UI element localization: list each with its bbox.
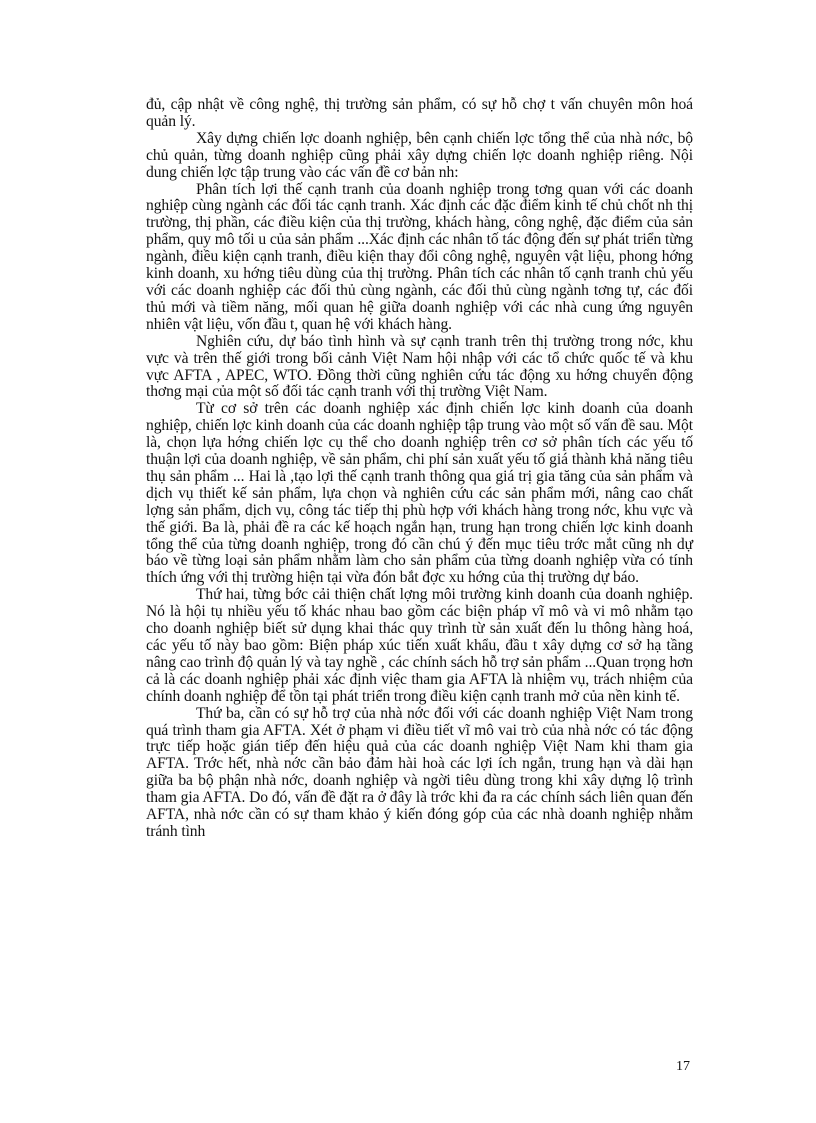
body-text	[146, 97, 693, 841]
paragraph-continuation: đủ, cập nhật về công nghệ, thị trường sản phẩm, có sự hỗ chợ t vấn chuyên môn hoá quản lý.	[146, 96, 693, 130]
paragraph-third-point: Thứ ba, cần có sự hỗ trợ của nhà nớc đối với các doanh nghiệp Việt Nam trong quá trình tham gia AFTA. Xét ở phạm vi điều tiết vĩ mô vai trò của nhà nớc có tác động trực tiếp hoặc gián tiếp đến hiệu quả của các doanh nghiệp Việt Nam khi tham gia AFTA. Trớc hết, nhà nớc cần bảo đảm hài hoà các lợi ích ngắn, trung hạn và dài hạn giữa ba bộ phận nhà nớc, doanh nghiệp và ngời tiêu dùng trong khi xây dựng lộ trình tham gia AFTA. Do đó, vấn đề đặt ra ở đây là trớc khi đa ra các chính sách liên quan đến AFTA, nhà nớc cần có sự tham khảo ý kiến đóng góp của các nhà doanh nghiệp nhằm tránh tình	[146, 704, 693, 840]
paragraph-strategy: Xây dựng chiến lợc doanh nghiệp, bên cạnh chiến lợc tổng thể của nhà nớc, bộ chủ quản, từng doanh nghiệp cũng phải xây dựng chiến lợc doanh nghiệp riêng. Nội dung chiến lợc tập trung vào các vấn đề cơ bản nh:	[146, 129, 693, 181]
page-number: 17	[676, 1059, 690, 1074]
paragraph-market-research: Nghiên cứu, dự báo tình hình và sự cạnh tranh trên thị trường trong nớc, khu vực và trên thế giới trong bối cảnh Việt Nam hội nhập với các tổ chức quốc tế và khu vực AFTA , APEC, WTO. Đồng thời cũng nghiên cứu tác động xu hớng chuyển động thơng mại của một số đối tác cạnh tranh với thị trường Việt Nam.	[146, 332, 693, 401]
paragraph-competitive-analysis: Phân tích lợi thế cạnh tranh của doanh nghiệp trong tơng quan với các doanh nghiệp cùng ngành các đối tác cạnh tranh. Xác định các đặc điểm kinh tế chủ chốt nh thị trường, thị phần, các điều kiện của thị trường, khách hàng, công nghệ, đặc điểm của sản phẩm, quy mô tối u của sản phẩm ...Xác định các nhân tố tác động đến sự phát triển từng ngành, điều kiện cạnh tranh, điều kiện thay đổi công nghệ, nguyên vật liệu, phong hớng kinh doanh, xu hớng tiêu dùng của thị trường. Phân tích các nhân tố cạnh tranh chủ yếu với các doanh nghiệp các đối thủ cùng ngành, các đối thủ cùng ngành tơng tự, các đối thủ mới và tiềm năng, mối quan hệ giữa doanh nghiệp với các nhà cung ứng nguyên nhiên vật liệu, vốn đầu t, quan hệ với khách hàng.	[146, 180, 693, 333]
paragraph-second-point: Thứ hai, từng bớc cải thiện chất lợng môi trường kinh doanh của doanh nghiệp. Nó là hội tụ nhiều yếu tố khác nhau bao gồm các biện pháp vĩ mô và vi mô nhằm tạo cho doanh nghiệp biết sử dụng khai thác quy trình từ sản xuất đến lu thông hàng hoá, các yếu tố này bao gồm: Biện pháp xúc tiến xuất khẩu, đầu t xây dựng cơ sở hạ tầng nâng cao trình độ quản lý và tay nghề , các chính sách hỗ trợ sản phẩm ...Quan trọng hơn cả là các doanh nghiệp phải xác định việc tham gia AFTA là nhiệm vụ, trách nhiệm của chính doanh nghiệp để tồn tại phát triển trong điều kiện cạnh tranh mở của nền kinh tế.	[146, 586, 693, 705]
paragraph-business-strategy: Từ cơ sở trên các doanh nghiệp xác định chiến lợc kinh doanh của doanh nghiệp, chiến lợc kinh doanh của các doanh nghiệp tập trung vào một số vấn đề sau. Một là, chọn lựa hớng chiến lợc cụ thể cho doanh nghiệp trên cơ sở phân tích các yếu tố thuận lợi của doanh nghiệp, về sản phẩm, chi phí sản xuất yếu tố giá thành khả năng tiêu thụ sản phẩm ... Hai là ,tạo lợi thế cạnh tranh thông qua giá trị gia tăng của sản phẩm và dịch vụ thiết kế sản phẩm, lựa chọn và nghiên cứu các sản phẩm mới, nâng cao chất lợng sản phẩm, dịch vụ, công tác tiếp thị phù hợp với khách hàng trong nớc, khu vực và thế giới. Ba là, phải đề ra các kế hoạch ngắn hạn, trung hạn trong chiến lợc kinh doanh tổng thể của từng doanh nghiệp, trong đó cần chú ý đến mục tiêu trớc mắt cũng nh dự báo về từng loại sản phẩm nhằm làm cho sản phẩm của từng doanh nghiệp vừa có tính thích ứng với thị trường hiện tại vừa đón bắt đợc xu hớng của thị trường dự báo.	[146, 400, 693, 587]
